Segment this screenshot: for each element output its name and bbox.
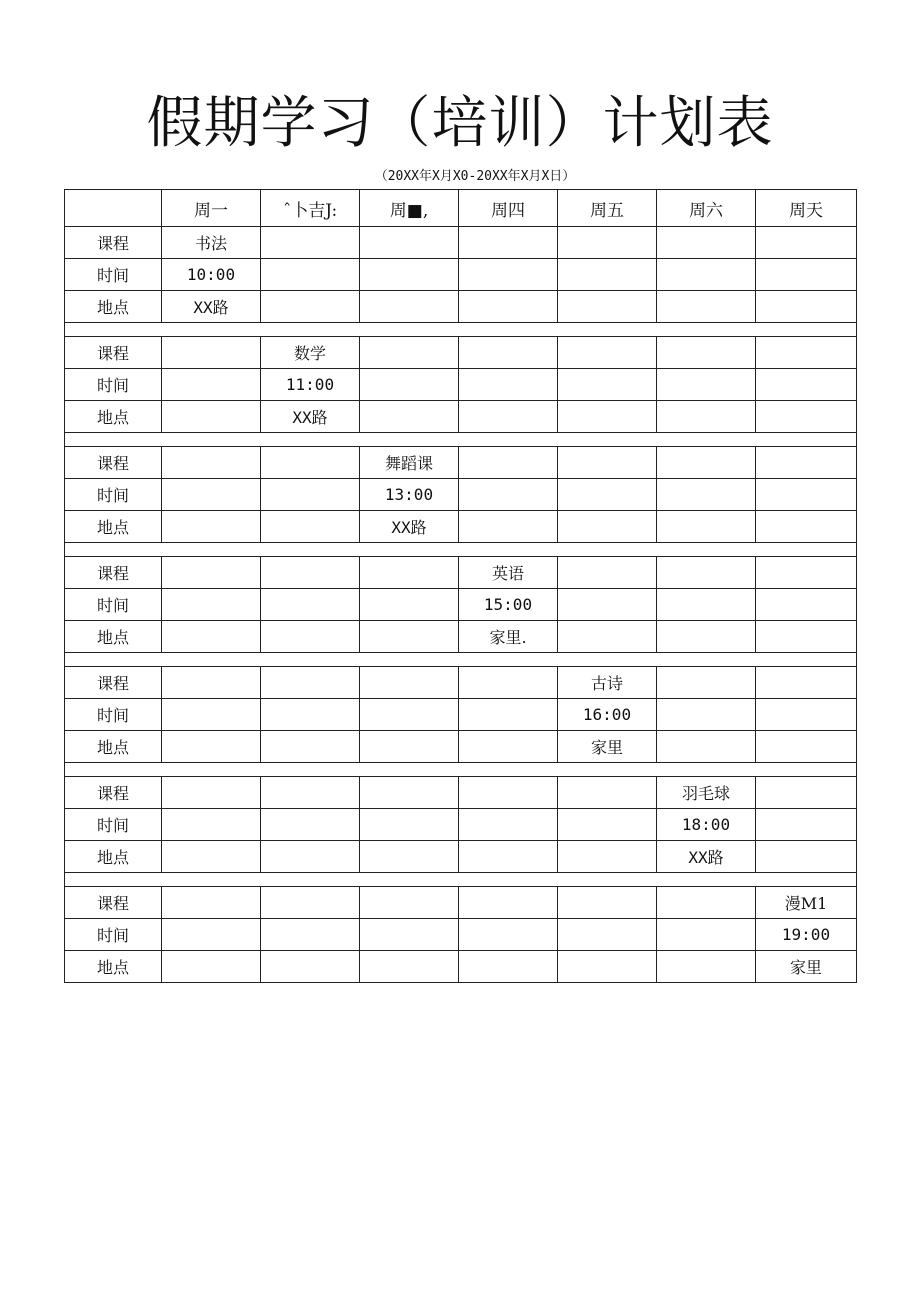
cell-empty	[657, 621, 756, 653]
cell-empty	[360, 841, 459, 873]
cell-empty	[756, 227, 857, 259]
row-label-course: 课程	[65, 447, 162, 479]
row-label-time: 时间	[65, 369, 162, 401]
separator-cell	[65, 873, 857, 887]
row-label-course: 课程	[65, 887, 162, 919]
cell-empty	[459, 511, 558, 543]
cell-place-value: XX路	[657, 841, 756, 873]
cell-empty	[162, 951, 261, 983]
cell-empty	[360, 369, 459, 401]
row-label-time: 时间	[65, 589, 162, 621]
cell-empty	[360, 809, 459, 841]
cell-empty	[459, 841, 558, 873]
table-row-time	[65, 919, 857, 951]
cell-empty	[756, 479, 857, 511]
cell-empty	[657, 447, 756, 479]
cell-empty	[558, 227, 657, 259]
separator-cell	[65, 433, 857, 447]
cell-empty	[558, 809, 657, 841]
table-row-time	[65, 479, 857, 511]
cell-empty	[756, 369, 857, 401]
cell-empty	[360, 621, 459, 653]
cell-empty	[459, 809, 558, 841]
row-label-time: 时间	[65, 809, 162, 841]
cell-empty	[756, 731, 857, 763]
cell-time-value: 10:00	[162, 259, 261, 291]
row-label-course: 课程	[65, 227, 162, 259]
cell-empty	[657, 479, 756, 511]
cell-empty	[162, 511, 261, 543]
cell-empty	[162, 699, 261, 731]
cell-empty	[360, 667, 459, 699]
cell-empty	[162, 777, 261, 809]
cell-empty	[558, 887, 657, 919]
cell-empty	[261, 621, 360, 653]
cell-place-value: XX路	[261, 401, 360, 433]
separator-row	[65, 763, 857, 777]
header-cell-saturday: 周六	[657, 190, 756, 227]
cell-empty	[162, 887, 261, 919]
cell-empty	[261, 291, 360, 323]
cell-empty	[261, 919, 360, 951]
table-row-course	[65, 557, 857, 589]
cell-empty	[756, 589, 857, 621]
cell-empty	[558, 919, 657, 951]
cell-empty	[360, 731, 459, 763]
row-label-course: 课程	[65, 667, 162, 699]
row-label-place: 地点	[65, 841, 162, 873]
cell-place-value: 家里	[558, 731, 657, 763]
cell-course-value: 古诗	[558, 667, 657, 699]
cell-empty	[459, 337, 558, 369]
header-cell-wednesday: 周■,	[360, 190, 459, 227]
cell-empty	[657, 731, 756, 763]
page-title: 假期学习（培训）计划表	[146, 91, 774, 156]
separator-row	[65, 653, 857, 667]
cell-empty	[162, 369, 261, 401]
cell-empty	[657, 887, 756, 919]
cell-empty	[558, 841, 657, 873]
cell-empty	[657, 337, 756, 369]
cell-empty	[558, 259, 657, 291]
cell-empty	[360, 777, 459, 809]
cell-empty	[657, 259, 756, 291]
cell-empty	[756, 401, 857, 433]
cell-empty	[162, 401, 261, 433]
cell-empty	[459, 447, 558, 479]
cell-empty	[657, 401, 756, 433]
table-row-place	[65, 841, 857, 873]
cell-course-value: 羽毛球	[657, 777, 756, 809]
separator-cell	[65, 763, 857, 777]
table-row-place	[65, 731, 857, 763]
cell-empty	[162, 557, 261, 589]
cell-empty	[459, 777, 558, 809]
cell-place-value: XX路	[360, 511, 459, 543]
cell-empty	[360, 227, 459, 259]
cell-empty	[360, 557, 459, 589]
table-row-course	[65, 337, 857, 369]
header-row	[65, 190, 857, 227]
cell-time-value: 18:00	[657, 809, 756, 841]
table-row-course	[65, 227, 857, 259]
cell-empty	[459, 259, 558, 291]
cell-empty	[756, 809, 857, 841]
table-row-place	[65, 621, 857, 653]
cell-empty	[162, 621, 261, 653]
cell-empty	[261, 841, 360, 873]
header-cell-sunday: 周天	[756, 190, 857, 227]
cell-empty	[459, 887, 558, 919]
row-label-place: 地点	[65, 401, 162, 433]
cell-empty	[360, 951, 459, 983]
cell-empty	[459, 919, 558, 951]
cell-empty	[261, 447, 360, 479]
cell-empty	[162, 841, 261, 873]
row-label-place: 地点	[65, 731, 162, 763]
cell-empty	[459, 667, 558, 699]
cell-empty	[558, 589, 657, 621]
cell-time-value: 16:00	[558, 699, 657, 731]
table-row-time	[65, 589, 857, 621]
cell-empty	[657, 291, 756, 323]
cell-empty	[459, 291, 558, 323]
date-range-text: （20XX年X月X0-20XX年X月X日）	[374, 169, 576, 184]
row-label-time: 时间	[65, 259, 162, 291]
cell-empty	[360, 337, 459, 369]
cell-time-value: 15:00	[459, 589, 558, 621]
schedule-table-body	[65, 190, 857, 983]
cell-empty	[657, 951, 756, 983]
table-row-time	[65, 809, 857, 841]
header-cell-monday: 周一	[162, 190, 261, 227]
cell-empty	[459, 369, 558, 401]
header-cell-friday: 周五	[558, 190, 657, 227]
table-row-place	[65, 951, 857, 983]
table-row-time	[65, 369, 857, 401]
cell-empty	[261, 809, 360, 841]
cell-empty	[756, 699, 857, 731]
cell-empty	[360, 589, 459, 621]
cell-empty	[261, 667, 360, 699]
cell-course-value: 舞蹈课	[360, 447, 459, 479]
row-label-place: 地点	[65, 291, 162, 323]
cell-empty	[558, 447, 657, 479]
table-row-place	[65, 511, 857, 543]
cell-empty	[162, 337, 261, 369]
cell-empty	[756, 259, 857, 291]
cell-empty	[756, 777, 857, 809]
separator-cell	[65, 543, 857, 557]
separator-cell	[65, 653, 857, 667]
cell-empty	[657, 919, 756, 951]
cell-empty	[162, 667, 261, 699]
cell-empty	[558, 951, 657, 983]
cell-empty	[162, 479, 261, 511]
cell-empty	[459, 951, 558, 983]
cell-empty	[657, 511, 756, 543]
separator-row	[65, 323, 857, 337]
row-label-time: 时间	[65, 699, 162, 731]
row-label-place: 地点	[65, 511, 162, 543]
cell-empty	[360, 887, 459, 919]
cell-empty	[657, 227, 756, 259]
cell-empty	[558, 401, 657, 433]
cell-empty	[360, 291, 459, 323]
separator-row	[65, 543, 857, 557]
cell-empty	[558, 621, 657, 653]
cell-empty	[261, 777, 360, 809]
cell-empty	[756, 621, 857, 653]
cell-time-value: 11:00	[261, 369, 360, 401]
header-cell-tuesday: ˆ卜吉J:	[261, 190, 360, 227]
cell-empty	[657, 557, 756, 589]
cell-empty	[459, 227, 558, 259]
table-row-course	[65, 887, 857, 919]
row-label-place: 地点	[65, 951, 162, 983]
cell-empty	[558, 777, 657, 809]
cell-empty	[261, 699, 360, 731]
row-label-place: 地点	[65, 621, 162, 653]
cell-place-value: 家里	[756, 951, 857, 983]
cell-empty	[756, 841, 857, 873]
schedule-table	[64, 189, 857, 983]
cell-empty	[261, 259, 360, 291]
cell-empty	[558, 511, 657, 543]
cell-empty	[360, 259, 459, 291]
cell-empty	[261, 589, 360, 621]
separator-row	[65, 433, 857, 447]
cell-empty	[459, 479, 558, 511]
table-row-time	[65, 259, 857, 291]
separator-row	[65, 873, 857, 887]
cell-empty	[261, 479, 360, 511]
cell-empty	[756, 291, 857, 323]
cell-empty	[360, 401, 459, 433]
cell-empty	[162, 447, 261, 479]
cell-empty	[162, 919, 261, 951]
cell-course-value: 书法	[162, 227, 261, 259]
cell-empty	[756, 511, 857, 543]
cell-empty	[261, 511, 360, 543]
cell-empty	[756, 337, 857, 369]
cell-empty	[558, 369, 657, 401]
cell-course-value: 漫M1	[756, 887, 857, 919]
cell-place-value: XX路	[162, 291, 261, 323]
cell-empty	[657, 699, 756, 731]
cell-empty	[261, 227, 360, 259]
cell-empty	[558, 557, 657, 589]
cell-empty	[558, 291, 657, 323]
cell-time-value: 19:00	[756, 919, 857, 951]
table-row-course	[65, 777, 857, 809]
row-label-course: 课程	[65, 557, 162, 589]
header-cell-thursday: 周四	[459, 190, 558, 227]
cell-empty	[360, 699, 459, 731]
cell-empty	[657, 667, 756, 699]
cell-empty	[261, 557, 360, 589]
row-label-time: 时间	[65, 919, 162, 951]
cell-empty	[558, 479, 657, 511]
cell-empty	[657, 589, 756, 621]
cell-empty	[756, 557, 857, 589]
cell-empty	[657, 369, 756, 401]
cell-empty	[261, 731, 360, 763]
cell-empty	[162, 809, 261, 841]
table-row-time	[65, 699, 857, 731]
cell-empty	[360, 919, 459, 951]
cell-empty	[558, 337, 657, 369]
cell-empty	[162, 589, 261, 621]
separator-cell	[65, 323, 857, 337]
cell-place-value: 家里.	[459, 621, 558, 653]
cell-time-value: 13:00	[360, 479, 459, 511]
cell-empty	[459, 401, 558, 433]
table-row-place	[65, 291, 857, 323]
cell-empty	[459, 699, 558, 731]
row-label-course: 课程	[65, 777, 162, 809]
row-label-course: 课程	[65, 337, 162, 369]
cell-empty	[756, 447, 857, 479]
row-label-time: 时间	[65, 479, 162, 511]
cell-empty	[261, 887, 360, 919]
cell-empty	[261, 951, 360, 983]
cell-course-value: 英语	[459, 557, 558, 589]
cell-course-value: 数学	[261, 337, 360, 369]
header-cell-corner	[65, 190, 162, 227]
cell-empty	[459, 731, 558, 763]
table-row-course	[65, 447, 857, 479]
cell-empty	[756, 667, 857, 699]
table-row-course	[65, 667, 857, 699]
date-range-subtitle	[0, 167, 920, 187]
table-row-place	[65, 401, 857, 433]
cell-empty	[162, 731, 261, 763]
